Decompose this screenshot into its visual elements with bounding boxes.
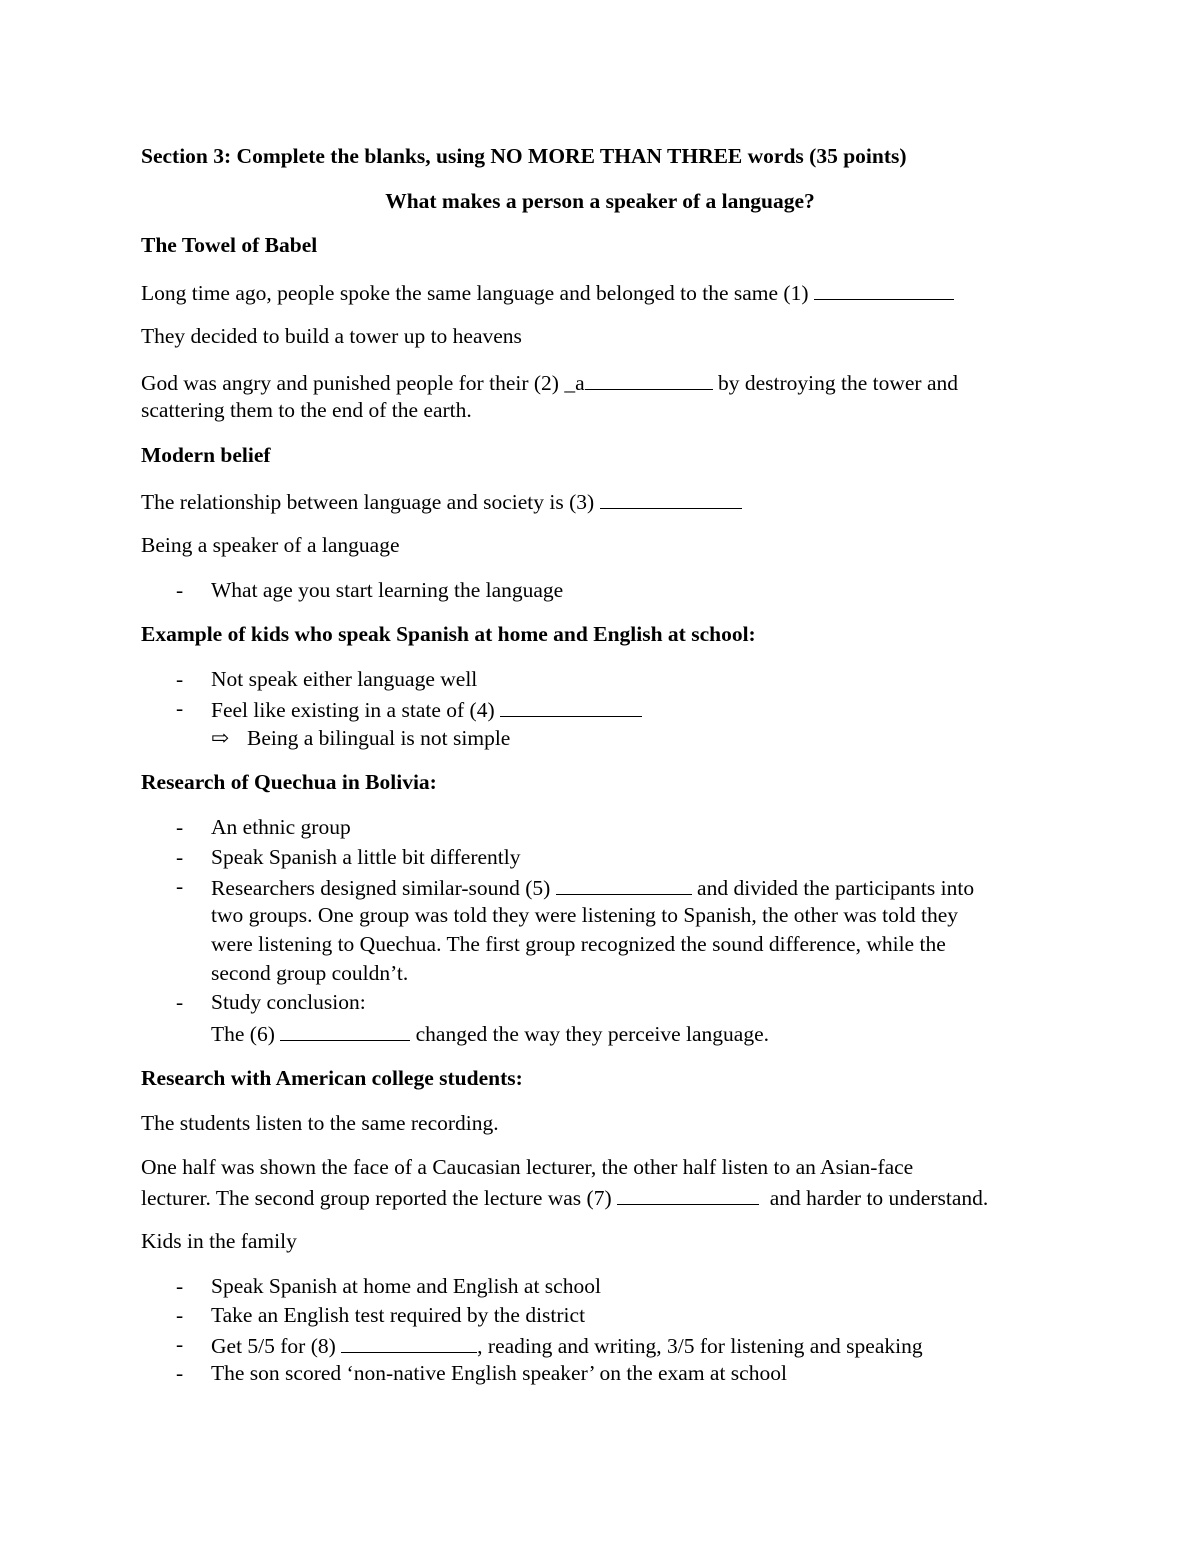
modern-heading: Modern belief	[141, 443, 271, 467]
blank-6[interactable]	[280, 1022, 410, 1041]
babel-line-3	[141, 371, 958, 395]
american-line-2: One half was shown the face of a Caucasian lecturer, the other half listen to an Asian-face	[141, 1155, 914, 1179]
babel-line-2: They decided to build a tower up to heavens	[141, 324, 522, 348]
babel-line-1-text: Long time ago, people spoke the same language and belonged to the same (1)	[141, 281, 814, 305]
babel-line-4: scattering them to the end of the earth.	[141, 398, 472, 422]
quechua-bullet-4-line-1: Study conclusion:	[211, 990, 366, 1014]
babel-line-3-text-after: by destroying the tower and	[712, 371, 959, 395]
blank-4[interactable]	[500, 698, 642, 717]
quechua-heading: Research of Quechua in Bolivia:	[141, 770, 437, 794]
dash-bullet: -	[176, 578, 184, 602]
section-header: Section 3: Complete the blanks, using NO MORE THAN THREE words (35 points)	[141, 144, 907, 168]
modern-line-1	[141, 490, 742, 514]
family-bullet-3	[211, 1334, 923, 1358]
dash-bullet: -	[176, 1274, 184, 1298]
modern-line-2: Being a speaker of a language	[141, 533, 400, 557]
kids-arrow-note	[211, 728, 510, 750]
blank-1[interactable]	[814, 281, 954, 300]
dash-bullet: -	[176, 1332, 184, 1356]
blank-5[interactable]	[556, 876, 692, 895]
dash-bullet: -	[176, 815, 184, 839]
quechua-bullet-4-text: The (6)	[211, 1022, 281, 1046]
american-line-1: The students listen to the same recording.	[141, 1111, 499, 1135]
modern-bullet-1: What age you start learning the language	[211, 578, 564, 602]
family-bullet-3-text-after: , reading and writing, 3/5 for listening and speaking	[477, 1334, 923, 1358]
american-line-3-text: lecturer. The second group reported the lecture was (7)	[141, 1186, 617, 1210]
dash-bullet: -	[176, 990, 184, 1014]
kids-bullet-1: Not speak either language well	[211, 667, 478, 691]
quechua-bullet-3-line-2: two groups. One group was told they were listening to Spanish, the other was told they	[211, 903, 959, 927]
blank-3[interactable]	[600, 490, 742, 509]
dash-bullet: -	[176, 1361, 184, 1385]
family-bullet-1: Speak Spanish at home and English at school	[211, 1274, 601, 1298]
babel-line-3-text: God was angry and punished people for their (2) _a	[141, 371, 585, 395]
quechua-bullet-3-text: Researchers designed similar-sound (5)	[211, 876, 556, 900]
quechua-bullet-3-line-1	[211, 876, 974, 900]
arrow-right-icon: ⇨	[211, 726, 230, 750]
babel-line-1	[141, 281, 954, 305]
dash-bullet: -	[176, 667, 184, 691]
quechua-bullet-1: An ethnic group	[211, 815, 351, 839]
kids-heading: Example of kids who speak Spanish at home and English at school:	[141, 622, 756, 646]
dash-bullet: -	[176, 1303, 184, 1327]
blank-8[interactable]	[341, 1334, 477, 1353]
american-line-3-text-after: and harder to understand.	[759, 1186, 989, 1210]
family-heading: Kids in the family	[141, 1229, 297, 1253]
quechua-bullet-3-line-4: second group couldn’t.	[211, 961, 409, 985]
american-heading: Research with American college students:	[141, 1066, 523, 1090]
american-line-3	[141, 1186, 988, 1210]
quechua-bullet-3-text-after: and divided the participants into	[691, 876, 975, 900]
kids-bullet-2-text: Feel like existing in a state of (4)	[211, 698, 500, 722]
main-title: What makes a person a speaker of a language?	[385, 189, 815, 213]
quechua-bullet-4-text-after: changed the way they perceive language.	[410, 1022, 770, 1046]
kids-bullet-2	[211, 698, 642, 722]
quechua-bullet-4-line-2	[211, 1022, 769, 1046]
dash-bullet: -	[176, 874, 184, 898]
babel-heading: The Towel of Babel	[141, 233, 318, 257]
family-bullet-4: The son scored ‘non-native English speaker’ on the exam at school	[211, 1361, 787, 1385]
family-bullet-3-text: Get 5/5 for (8)	[211, 1334, 342, 1358]
blank-2[interactable]	[585, 371, 713, 390]
modern-line-1-text: The relationship between language and society is (3)	[141, 490, 600, 514]
quechua-bullet-2: Speak Spanish a little bit differently	[211, 845, 521, 869]
kids-arrow-note-text: Being a bilingual is not simple	[247, 726, 511, 750]
blank-7[interactable]	[617, 1186, 759, 1205]
dash-bullet: -	[176, 696, 184, 720]
family-bullet-2: Take an English test required by the district	[211, 1303, 586, 1327]
quechua-bullet-3-line-3: were listening to Quechua. The first group recognized the sound difference, while the	[211, 932, 946, 956]
dash-bullet: -	[176, 845, 184, 869]
